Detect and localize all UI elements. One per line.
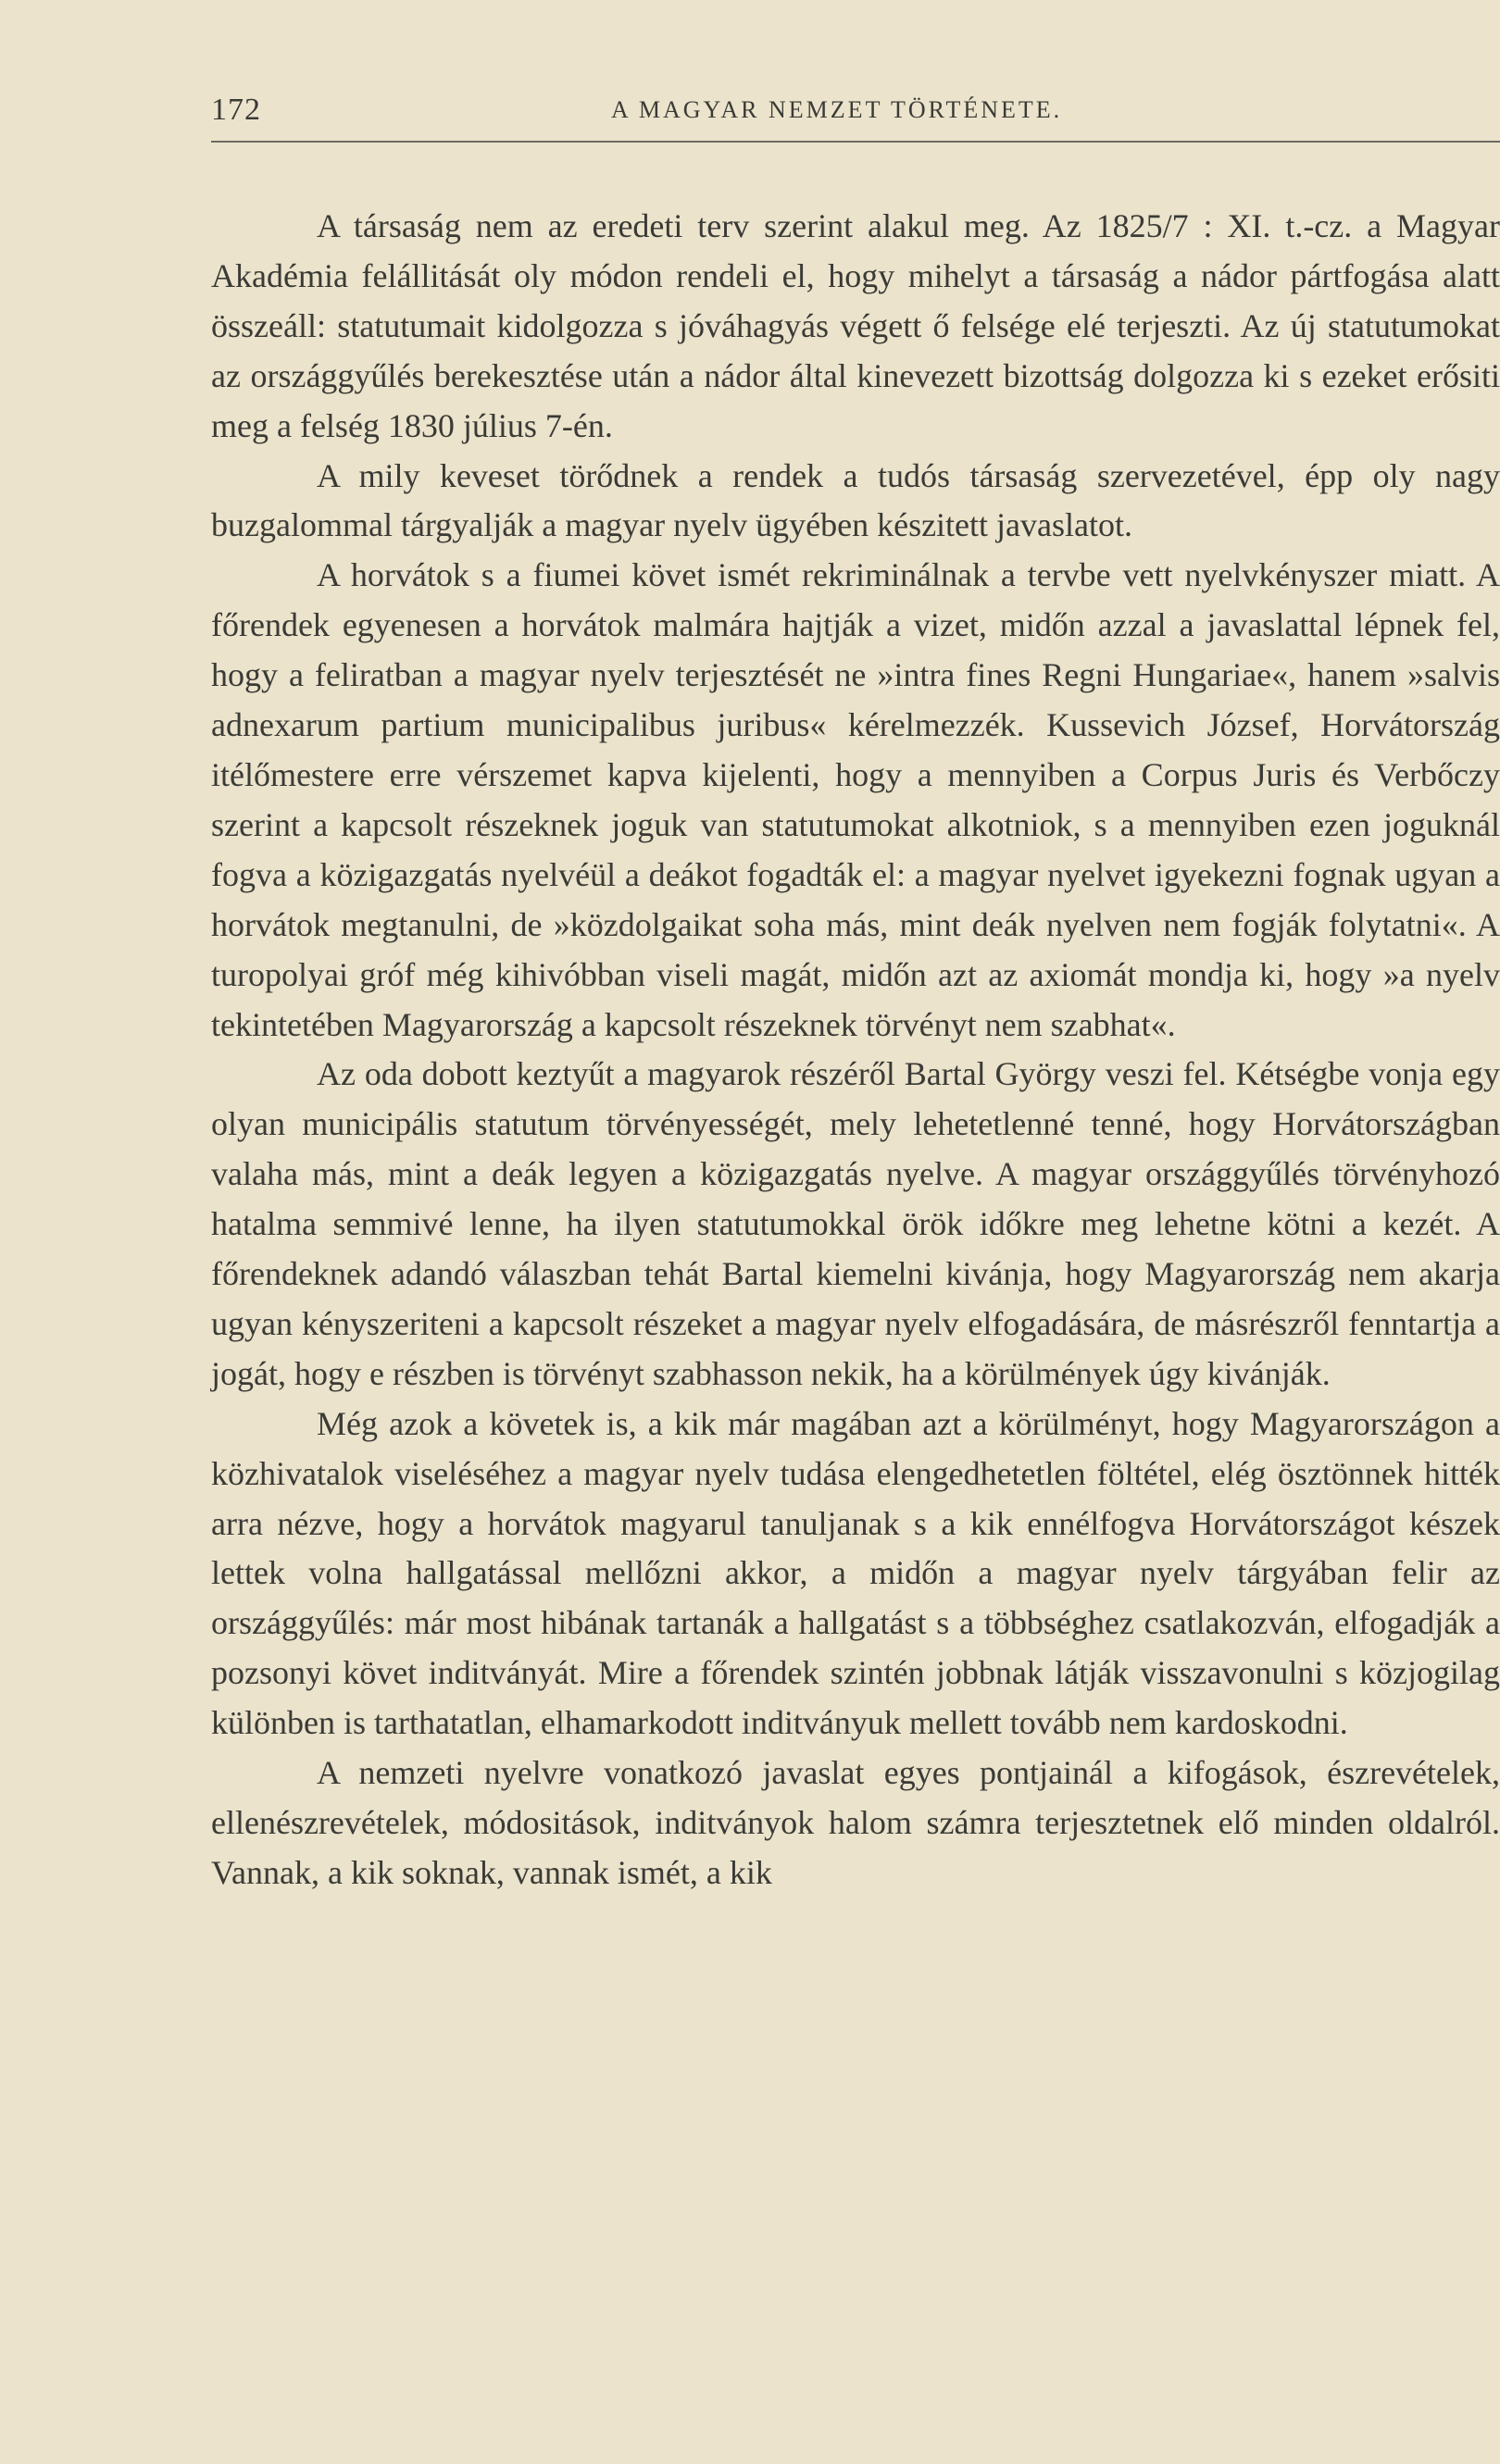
paragraph: A horvátok s a fiumei követ ismét rekriminálnak a tervbe vett nyelvkényszer miatt. A főrendek egyenesen a horvátok malmára hajtják a vizet, midőn azzal a javaslattal lépnek fel, hogy a feliratban a magyar nyelv terjesztését ne »intra fines Regni Hungariae«, hanem »salvis adnexarum partium municipalibus juribus« kérelmezzék. Kussevich József, Horvátország itélőmestere erre vérszemet kapva kijelenti, hogy a mennyiben a Corpus Juris és Verbőczy szerint a kapcsolt részeknek joguk van statutumokat alkotniok, s a mennyiben ezen joguknál fogva a közigazgatás nyelvéül a deákot fogadták el: a magyar nyelvet igyekezni fognak ugyan a horvátok megtanulni, de »közdolgaikat soha más, mint deák nyelven nem fogják folytatni«. A turopolyai gróf még kihivóbban viseli magát, midőn azt az axiomát mondja ki, hogy »a nyelv tekintetében Magyarország a kapcsolt részeknek törvényt nem szabhat«.	[211, 556, 1500, 1043]
paragraph: A társaság nem az eredeti terv szerint alakul meg. Az 1825/7 : XI. t.-cz. a Magyar Akadémia felállitását oly módon rendeli el, hogy mihelyt a társaság a nádor pártfogása alatt összeáll: statutumait kidolgozza s jóváhagyás végett ő felsége elé terjeszti. Az új statutumokat az országgyűlés berekesztése után a nádor által kinevezett bizottság dolgozza ki s ezeket erősiti meg a felség 1830 július 7-én.	[211, 207, 1500, 444]
page-number: 172	[211, 93, 261, 127]
paragraph: Még azok a követek is, a kik már magában azt a körülményt, hogy Magyarországon a közhivatalok viseléséhez a magyar nyelv tudása elengedhetetlen föltétel, elég ösztönnek hitték arra nézve, hogy a horvátok magyarul tanuljanak s a kik ennélfogva Horvátországot készek lettek volna hallgatással mellőzni akkor, a midőn a magyar nyelv tárgyában felir az országgyűlés: már most hibának tartanák a hallgatást s a többséghez csatlakozván, elfogadják a pozsonyi követ inditványát. Mire a főrendek szintén jobbnak látják visszavonulni s közjogilag különben is tarthatatlan, elhamarkodott inditványuk mellett tovább nem kardoskodni.	[211, 1404, 1500, 1742]
page-header	[211, 93, 1500, 148]
paragraph: Az oda dobott keztyűt a magyarok részéről Bartal György veszi fel. Kétségbe vonja egy olyan municipális statutum törvényességét, mely lehetetlenné tenné, hogy Horvátországban valaha más, mint a deák legyen a közigazgatás nyelve. A magyar országgyűlés törvényhozó hatalma semmivé lenne, ha ilyen statutumokkal örök időkre meg lehetne kötni a kezét. A főrendeknek adandó válaszban tehát Bartal kiemelni kivánja, hogy Magyarország nem akarja ugyan kényszeriteni a kapcsolt részeket a magyar nyelv elfogadására, de másrészről fenntartja a jogát, hogy e részben is törvényt szabhasson nekik, ha a körülmények úgy kivánják.	[211, 1055, 1500, 1392]
body-text	[211, 202, 1500, 1898]
header-rule	[211, 141, 1500, 143]
paragraph: A nemzeti nyelvre vonatkozó javaslat egyes pontjainál a kifogások, észrevételek, ellenészrevételek, módositások, inditványok halom számra terjesztetnek elő minden oldalról. Vannak, a kik soknak, vannak ismét, a kik	[211, 1754, 1500, 1891]
running-title: A MAGYAR NEMZET TÖRTÉNETE.	[611, 96, 1063, 123]
paragraph: A mily keveset törődnek a rendek a tudós társaság szervezetével, épp oly nagy buzgalommal tárgyalják a magyar nyelv ügyében készitett javaslatot.	[211, 456, 1500, 544]
